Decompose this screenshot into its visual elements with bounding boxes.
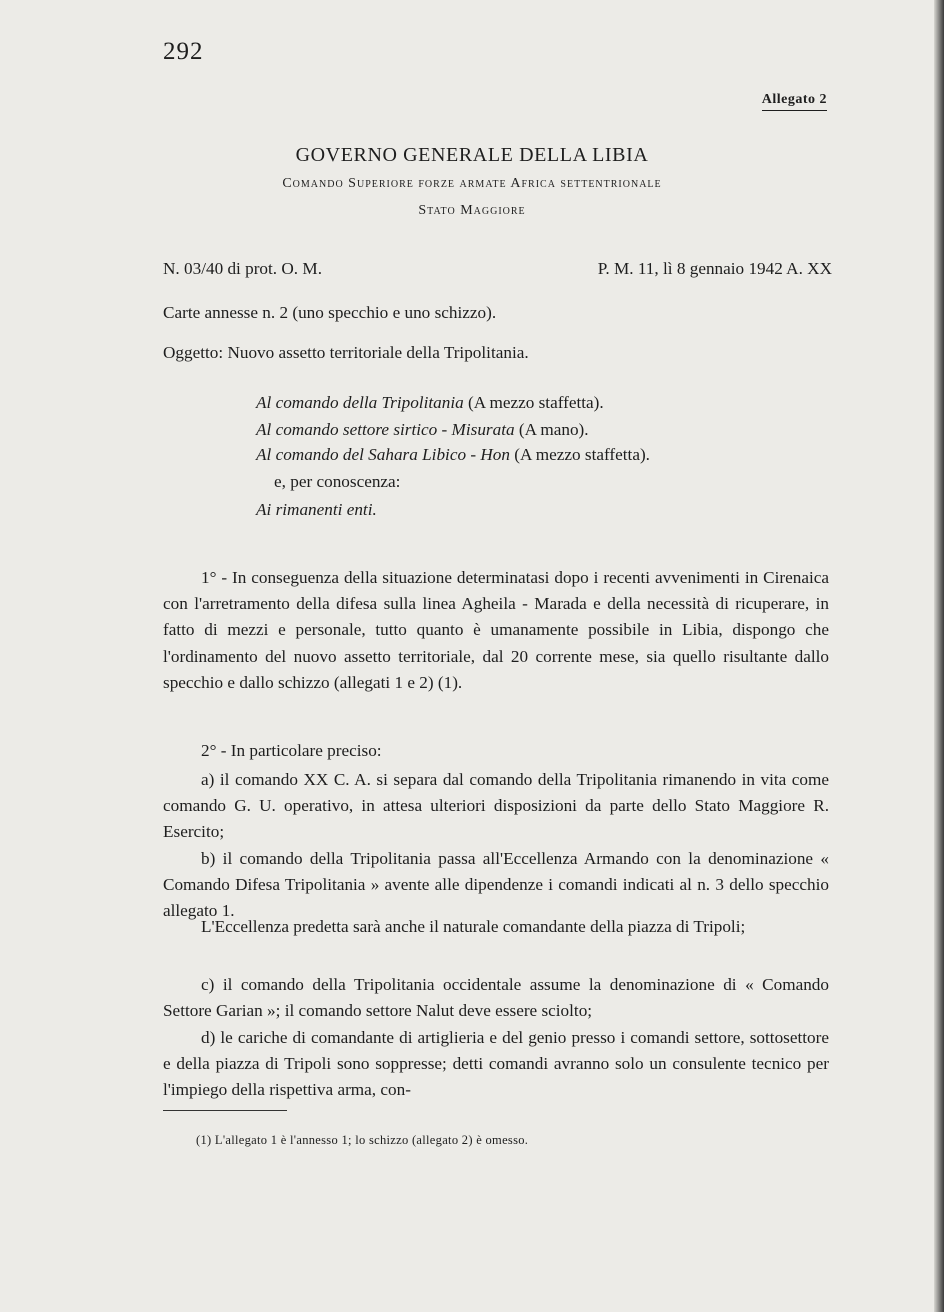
document-title: GOVERNO GENERALE DELLA LIBIA: [295, 144, 649, 166]
allegato-label: Allegato 2: [762, 92, 827, 111]
cc-recipient: Ai rimanenti enti.: [256, 500, 377, 519]
body-paragraph: L'Eccellenza predetta sarà anche il naturale comandante della piazza di Tripoli;: [201, 917, 746, 936]
page-number: 292: [163, 38, 204, 65]
recipient-mode: (A mezzo staffetta).: [514, 445, 650, 464]
body-paragraph: d) le cariche di comandante di artiglieria e del genio presso i comandi settore, sottosettore e della piazza di Tripoli sono soppresse; detti comandi avranno solo un consulente tecnico per l'impiego della rispettiva arma, con-: [163, 1028, 829, 1100]
recipient-mode: (A mezzo staffetta).: [467, 393, 604, 412]
footnote: (1) L'allegato 1 è l'annesso 1; lo schizzo (allegato 2) è omesso.: [196, 1133, 529, 1147]
recipient-line: [256, 393, 604, 413]
document-subtitle: Comando Superiore forze armate Africa settentrionale: [282, 176, 662, 191]
protocol-number: N. 03/40 di prot. O. M.: [163, 259, 322, 278]
subject-line: Oggetto: Nuovo assetto territoriale della Tripolitania.: [163, 343, 529, 362]
footnote-rule: [163, 1110, 287, 1111]
recipient-mode: (A mano).: [518, 420, 589, 439]
recipient-name: Al comando della Tripolitania: [256, 393, 464, 412]
body-paragraph: a) il comando XX C. A. si separa dal comando della Tripolitania rimanendo in vita come comando G. U. operativo, in attesa ulteriori disposizioni da parte dello Stato Maggiore R. Esercito;: [163, 770, 829, 842]
cc-label: e, per conoscenza:: [274, 472, 401, 491]
page-edge-shadow: [934, 0, 944, 1312]
body-paragraph: b) il comando della Tripolitania passa all'Eccellenza Armando con la denominazione « Comando Difesa Tripolitania » avente alle dipendenze i comandi indicati al n. 3 dello specchio allegato 1.: [163, 849, 829, 921]
document-office: Stato Maggiore: [418, 203, 526, 218]
attachments-line: Carte annesse n. 2 (uno specchio e uno schizzo).: [163, 303, 497, 322]
recipient-line: [256, 445, 650, 465]
body-paragraph: 1° - In conseguenza della situazione determinatasi dopo i recenti avvenimenti in Cirenaica con l'arretramento della difesa sulla linea Agheila - Marada e della necessità di ricuperare, in fatto di mezzi e personale, tutto quanto è umanamente possibile in Libia, dispongo che l'ordinamento del nuovo assetto territoriale, dal 20 corrente mese, sia quello risultante dallo specchio e dallo schizzo (allegati 1 e 2) (1).: [163, 568, 829, 692]
recipient-name: Al comando del Sahara Libico - Hon: [256, 445, 510, 464]
body-paragraph: c) il comando della Tripolitania occidentale assume la denominazione di « Comando Settore Garian »; il comando settore Nalut deve essere sciolto;: [163, 975, 829, 1021]
body-paragraph: 2° - In particolare preciso:: [201, 741, 382, 760]
recipient-name: Al comando settore sirtico - Misurata: [256, 420, 515, 439]
protocol-place-date: P. M. 11, lì 8 gennaio 1942 A. XX: [597, 259, 832, 278]
recipient-line: [256, 420, 589, 440]
